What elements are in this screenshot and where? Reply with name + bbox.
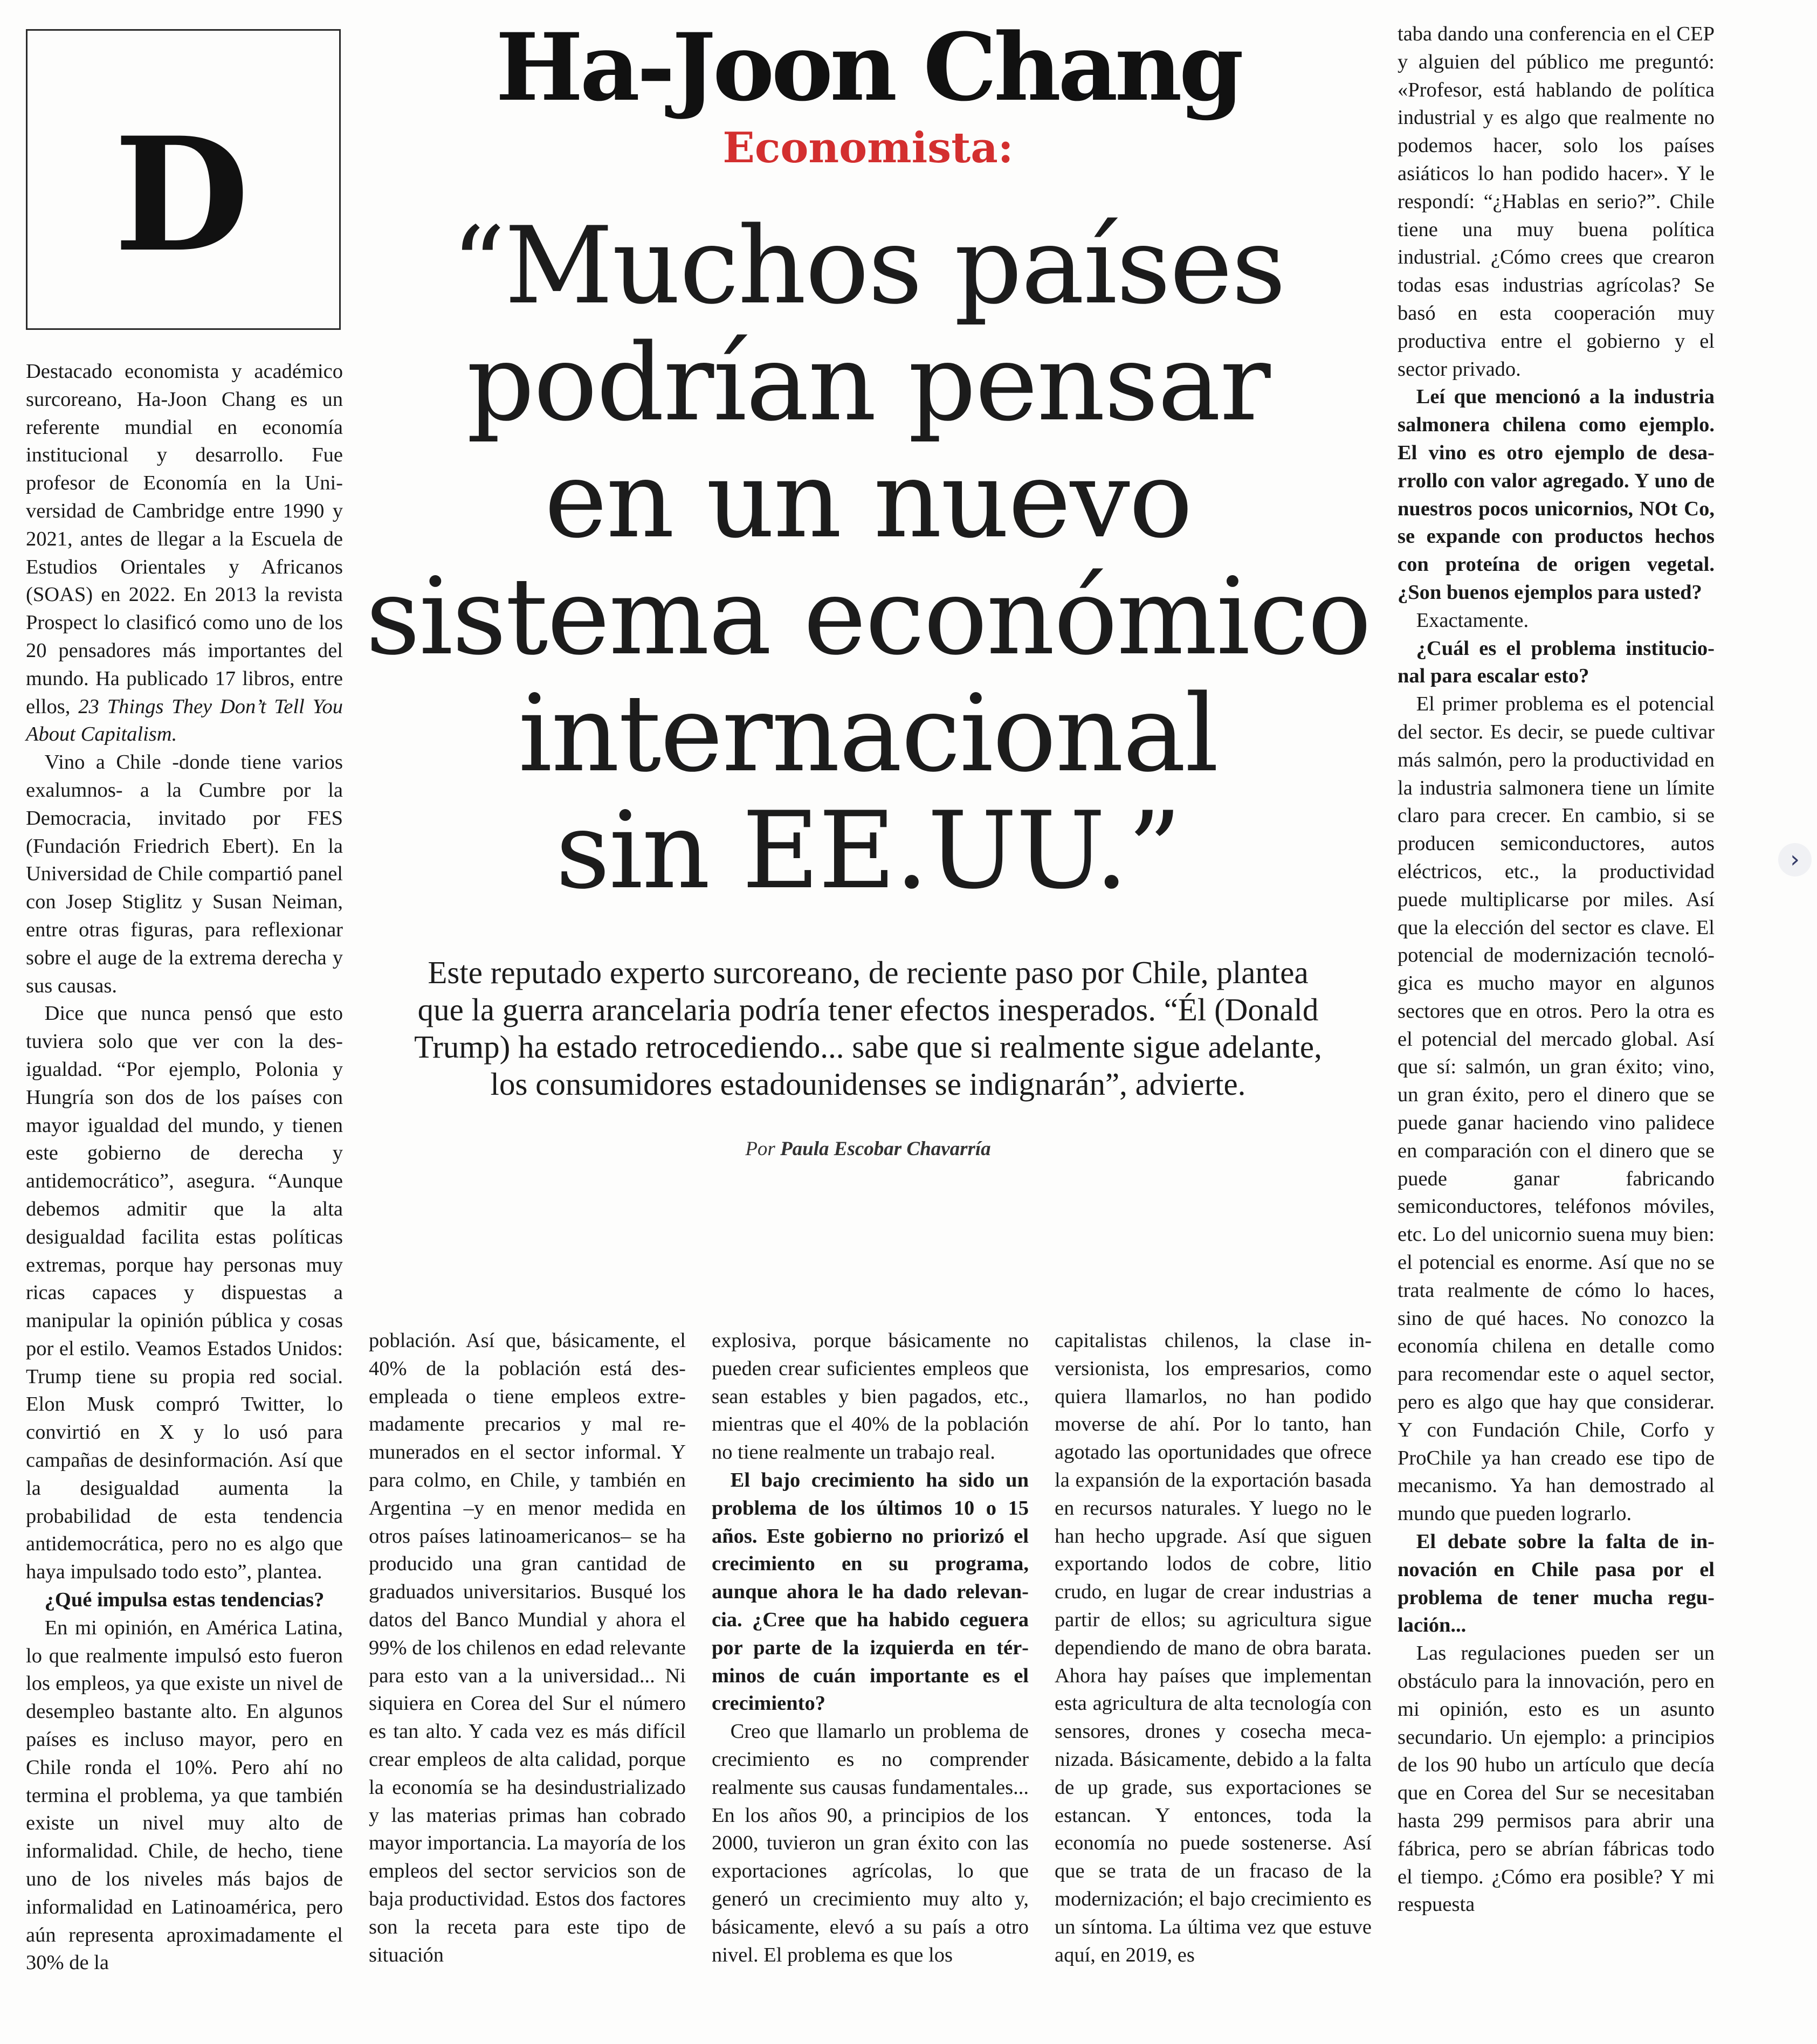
interview-question: ¿Qué impulsa estas tendencias? [44,1589,325,1612]
headline-line: sin EE.UU.” [555,789,1181,913]
chevron-right-icon[interactable]: › [1778,843,1812,876]
article-column-4 [1055,1327,1372,1969]
byline-prefix: Por [745,1138,775,1160]
headline-line: en un nuevo [544,438,1192,562]
interview-question: Leí que mencionó a la industria salmonera chilena como ejemplo. El vino es otro ejemplo de desarrollo con valor agregado. Y uno de nuestros pocos unicornios, NOt Co, se expande con productos hechos con proteína de origen vegetal. ¿Son buenos ejemplos para usted? [1398,385,1715,604]
headline-line: “Muchos países [451,204,1285,328]
lead-line: los consumidores estadounidenses se indignarán”, advierte. [490,1066,1246,1102]
interviewee-role: Economista: [722,123,1014,172]
headline-line: internacional [518,672,1218,796]
headline [356,204,1380,913]
byline-author: Paula Escobar Chavarría [780,1138,991,1160]
lead-line: que la guerra arancelaria podría tener efectos inesperados. “Él (Donald [417,992,1319,1027]
drop-letter: D [114,103,250,287]
interview-question: El bajo crecimiento ha sido un problema de los últimos 10 o 15 años. Este gobierno no priorizó el crecimiento en su programa, aunque ahora le ha dado relevancia. ¿Cree que ha habido ceguera por parte de la izquierda en términos de cuán importante es el crecimiento? [712,1468,1029,1715]
lead-line: Este reputado experto surcoreano, de reciente paso por Chile, plantea [428,955,1309,990]
body-paragraph: Exactamente. [1416,609,1529,632]
body-paragraph: Vino a Chile -donde tiene varios exalumnos- a la Cumbre por la Democracia, invitado por FES (Fundación Friedrich Ebert). En la Universidad de Chile compartió panel con Josep Stiglitz y Susan Neiman, entre otras figuras, para reflexionar sobre el auge de la extrema derecha y sus causas. [26,751,343,997]
article-column-5 [1398,20,1715,1919]
interview-question: El debate sobre la falta de innovación en Chile pasa por el problema de tener mucha regulación... [1398,1530,1715,1637]
byline [356,1136,1380,1162]
interviewee-name: Ha-Joon Chang [495,12,1241,122]
body-paragraph: explosiva, porque básicamente no pueden crear suficientes empleos que sean estables y bien pagados, etc., mientras que el 40% de la población no tiene realmente un trabajo real. [712,1329,1029,1464]
lead-paragraph [356,954,1380,1103]
article-column-2 [369,1327,686,1969]
headline-line: podrían pensar [466,321,1270,445]
book-title: 23 Things They Don’t Tell You About Capitalism. [26,695,343,746]
article-column-1 [26,358,343,1977]
body-paragraph: Creo que llamarlo un problema de crecimiento es no comprender realmente sus causas fundamentales... En los años 90, a principios de los 2000, tuvieron un gran éxito con las exportaciones agrícolas, lo que generó un crecimiento muy alto y, básicamente, elevó a su país a otro nivel. El problema es que los [712,1720,1029,1966]
body-paragraph: Las regulaciones pueden ser un obstáculo para la innovación, pero en mi opinión, esto es un asunto secundario. Un ejemplo: a principios de los 90 hubo un artículo que decía que en Corea del Sur se necesitaban hasta 299 permisos para abrir una fábrica, pero se abrían fábricas todo el tiempo. ¿Cómo era posible? Y mi respuesta [1398,1642,1715,1916]
drop-letter-box [26,29,341,330]
body-paragraph: Destacado economista y académico surcoreano, Ha-Joon Chang es un referente mundial en economía institucional y desarrollo. Fue profesor de Economía en la Universidad de Cambridge entre 1990 y 2021, antes de llegar a la Escuela de Estudios Orientales y Africanos (SOAS) en 2022. En 2013 la revista Prospect lo clasificó como uno de los 20 pensadores más importantes del mundo. Ha publicado 17 libros, entre ellos, 23 Things They Don’t Tell You About Capitalism. [26,360,343,746]
lead-line: Trump) ha estado retrocediendo... sabe que si realmente sigue adelante, [414,1029,1322,1065]
body-paragraph: población. Así que, básicamente, el 40% de la población está desempleada o tiene empleos extremadamente precarios y mal remunerados en el sector informal. Y para colmo, en Chile, y también en Argentina –y en menor medida en otros países latinoamericanos– se ha producido una gran cantidad de graduados universitarios. Busqué los datos del Banco Mundial y ahora el 99% de los chilenos en edad relevante para esto van a la universidad... Ni siquiera en Corea del Sur el número es tan alto. Y cada vez es más difícil crear empleos de alta calidad, porque la economía se ha desindustrializado y las materias primas han cobrado mayor importancia. La mayoría de los empleos del sector servicios son de baja productividad. Estos dos factores son la receta para este tipo de situación [369,1329,686,1966]
article-column-3 [712,1327,1029,1969]
headline-line: sistema económico [366,555,1371,679]
body-paragraph: Dice que nunca pensó que esto tuviera solo que ver con la desigualdad. “Por ejemplo, Polonia y Hungría son dos de los países con mayor igualdad del mundo, y tienen este gobierno de derecha y antidemocrático”, asegura. “Aunque debemos admitir que la alta desigualdad facilita estas políticas extremas, porque hay personas muy ricas capaces y dispuestas a manipular la opinión pública y cosas por el estilo. Veamos Estados Unidos: Trump tiene su propia red social. Elon Musk compró Twitter, lo convirtió en X y lo usó para campañas de desinformación. Así que la desigualdad aumenta la probabilidad de esta tendencia antidemocrática, pero no es algo que haya impulsado todo esto”, plantea. [26,1002,343,1584]
body-paragraph: capitalistas chilenos, la clase inversionista, los empresarios, como quiera llamarlos, no han podido moverse de ahí. Por lo tanto, han agotado las oportunidades que ofrece la expansión de la exportación basada en recursos naturales. Y luego no le han hecho upgrade. Así que siguen exportando lodos de cobre, litio crudo, en lugar de crear industrias a partir de ellos; su agricultura sigue dependiendo de mano de obra barata. Ahora hay países que implementan esta agricultura de alta tecnología con sensores, drones y cosecha mecanizada. Básicamente, debido a la falta de up grade, sus exportaciones se estancan. Y entonces, toda la economía no puede sostenerse. Así que se trata de un fracaso de la modernización; el bajo crecimiento es un síntoma. La última vez que estuve aquí, en 2019, es [1055,1329,1372,1966]
body-paragraph: El primer problema es el potencial del sector. Es decir, se puede cultivar más salmón, pero la productividad en la industria salmonera tiene un límite claro para crecer. En cambio, si se producen semiconductores, autos eléctricos, etc., la productividad puede multiplicarse por miles. Así que la elección del sector es clave. El potencial de modernización tecnológica es mucho mayor en algunos sectores que en otros. Pero la otra es el potencial del mercado global. Así que sí: salmón, un gran éxito; vino, un gran éxito, pero el dinero que se puede ganar haciendo vino palidece en comparación con el dinero que se puede ganar fabricando semiconductores, teléfonos móviles, etc. Lo del unicornio suena muy bien: el potencial es enorme. Así que no se trata realmente de cómo lo haces, sino de qué haces. No conozco la economía chilena en detalle como para recomendar este o aquel sector, pero es algo que hay que considerar. Y con Fundación Chile, Corfo y ProChile ya han creado ese tipo de mecanismo. Ya han demostrado al mundo que pueden lograrlo. [1398,693,1715,1525]
interview-question: ¿Cuál es el problema institucional para escalar esto? [1398,637,1715,688]
body-paragraph: taba dando una conferencia en el CEP y alguien del público me preguntó: «Profesor, está hablando de política industrial y es algo que realmente no podemos hacer, solo los países asiáticos lo han podido hacer». Y le respondí: “¿Hablas en serio?”. Chile tiene una muy buena política industrial. ¿Cómo crees que crearon todas esas industrias agrícolas? Se basó en esta cooperación muy productiva entre el gobierno y el sector privado. [1398,23,1715,381]
body-paragraph: En mi opinión, en América Latina, lo que realmente impulsó esto fueron los empleos, ya que existe un nivel de desempleo bastante alto. En algunos países es incluso mayor, pero en Chile ronda el 10%. Pero ahí no termina el problema, ya que también existe un nivel muy alto de informalidad. Chile, de hecho, tiene uno de los niveles más bajos de informalidad en Latinoamérica, pero aún representa aproximadamente el 30% de la [26,1616,343,1974]
